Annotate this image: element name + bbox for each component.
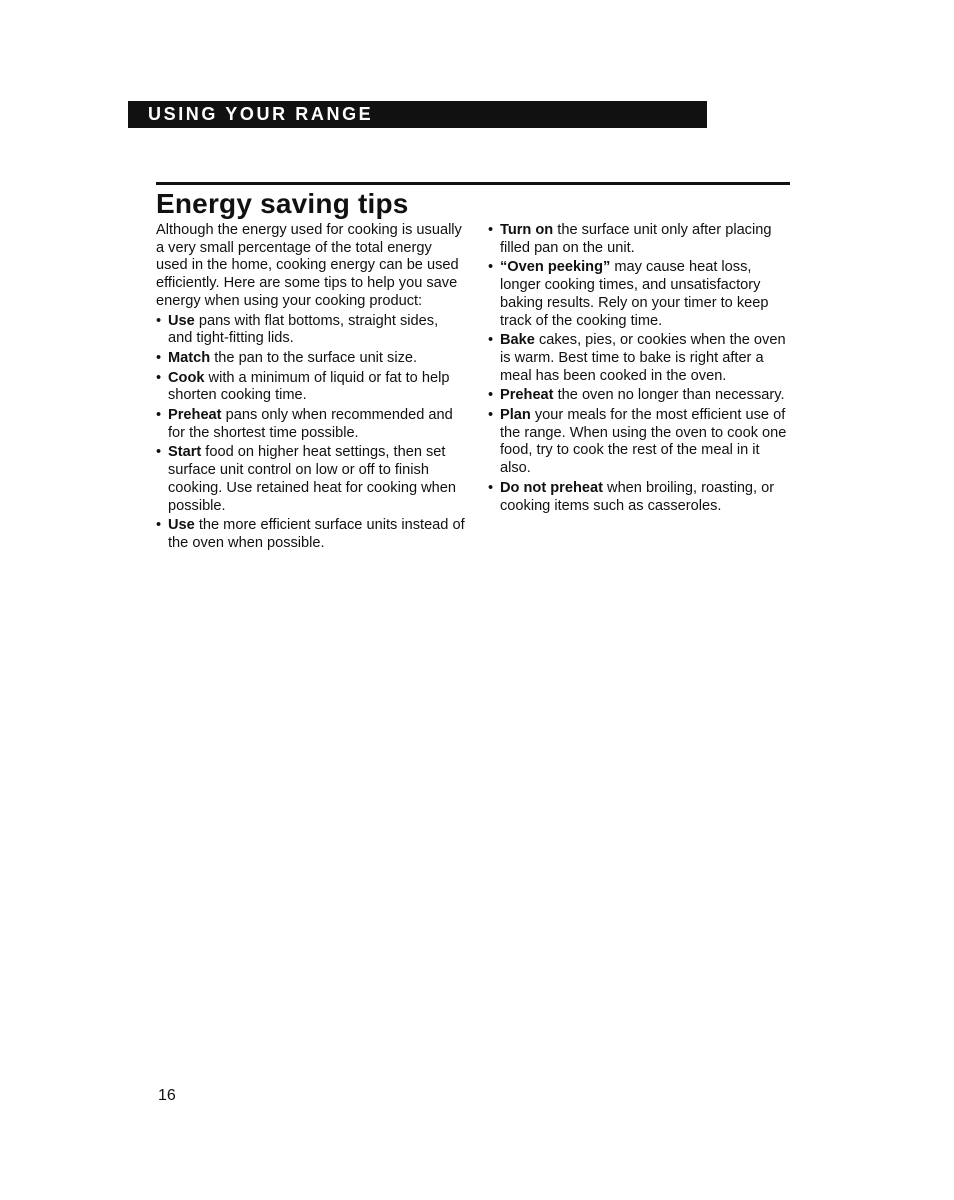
left-column	[156, 222, 466, 555]
section-banner-label: USING YOUR RANGE	[148, 104, 374, 124]
tip-item	[488, 259, 794, 330]
tip-item	[488, 480, 794, 515]
tip-text: the more efficient surface units instead of the oven when possible.	[168, 517, 465, 551]
tip-keyword: Turn on	[500, 222, 554, 238]
section-banner	[128, 101, 707, 128]
tip-text: cakes, pies, or cookies when the oven is warm. Best time to bake is right after a meal has been cooked in the oven.	[500, 332, 786, 384]
tip-keyword: Start	[168, 444, 202, 461]
tip-item	[156, 444, 466, 515]
right-tip-list	[488, 222, 794, 515]
page-title: Energy saving tips	[156, 188, 409, 219]
tip-item	[488, 222, 794, 257]
tip-item	[156, 370, 466, 405]
tip-item	[156, 313, 466, 348]
tip-text: pans with flat bottoms, straight sides, and tight-fitting lids.	[168, 312, 439, 347]
heading-rule	[156, 182, 790, 185]
tip-item	[156, 407, 466, 442]
tip-text: pans only when recommended and for the shortest time possible.	[168, 407, 453, 441]
tip-keyword: Plan	[500, 407, 531, 424]
tip-text: when broiling, roasting, or cooking items such as casseroles.	[500, 479, 775, 514]
left-tip-list	[156, 313, 466, 553]
tip-keyword: Use	[168, 517, 195, 534]
tip-item	[488, 407, 794, 478]
tip-item	[156, 517, 466, 552]
tip-keyword: “Oven peeking”	[500, 259, 611, 276]
tip-keyword: Use	[168, 312, 195, 329]
tip-keyword: Cook	[168, 369, 205, 386]
tip-keyword: Bake	[500, 332, 535, 349]
tip-text: the pan to the surface unit size.	[210, 349, 418, 366]
tip-text: food on higher heat settings, then set surface unit control on low or off to finish cooking. Use retained heat for cooking when possible.	[168, 444, 456, 514]
tip-item	[488, 332, 794, 385]
tip-text: the surface unit only after placing filled pan on the unit.	[500, 222, 772, 256]
intro-paragraph: Although the energy used for cooking is usually a very small percentage of the total energy used in the home, cooking energy can be used efficiently. Here are some tips to help you save energy when using your cooking product:	[156, 222, 462, 309]
tip-item	[156, 350, 466, 368]
tip-text: with a minimum of liquid or fat to help shorten cooking time.	[168, 369, 450, 404]
tip-keyword: Preheat	[168, 407, 222, 424]
tip-keyword: Do not preheat	[500, 479, 603, 496]
tip-text: the oven no longer than necessary.	[553, 387, 785, 404]
tip-keyword: Match	[168, 349, 211, 366]
tip-item	[488, 387, 794, 405]
tip-text: may cause heat loss, longer cooking times, and unsatisfactory baking results. Rely on your timer to keep track of the cooking time.	[500, 259, 769, 329]
tip-text: your meals for the most efficient use of the range. When using the oven to cook one food, try to cook the rest of the meal in it also.	[500, 407, 787, 477]
right-column	[488, 222, 794, 517]
tip-keyword: Preheat	[500, 387, 554, 404]
page-number: 16	[158, 1087, 176, 1104]
